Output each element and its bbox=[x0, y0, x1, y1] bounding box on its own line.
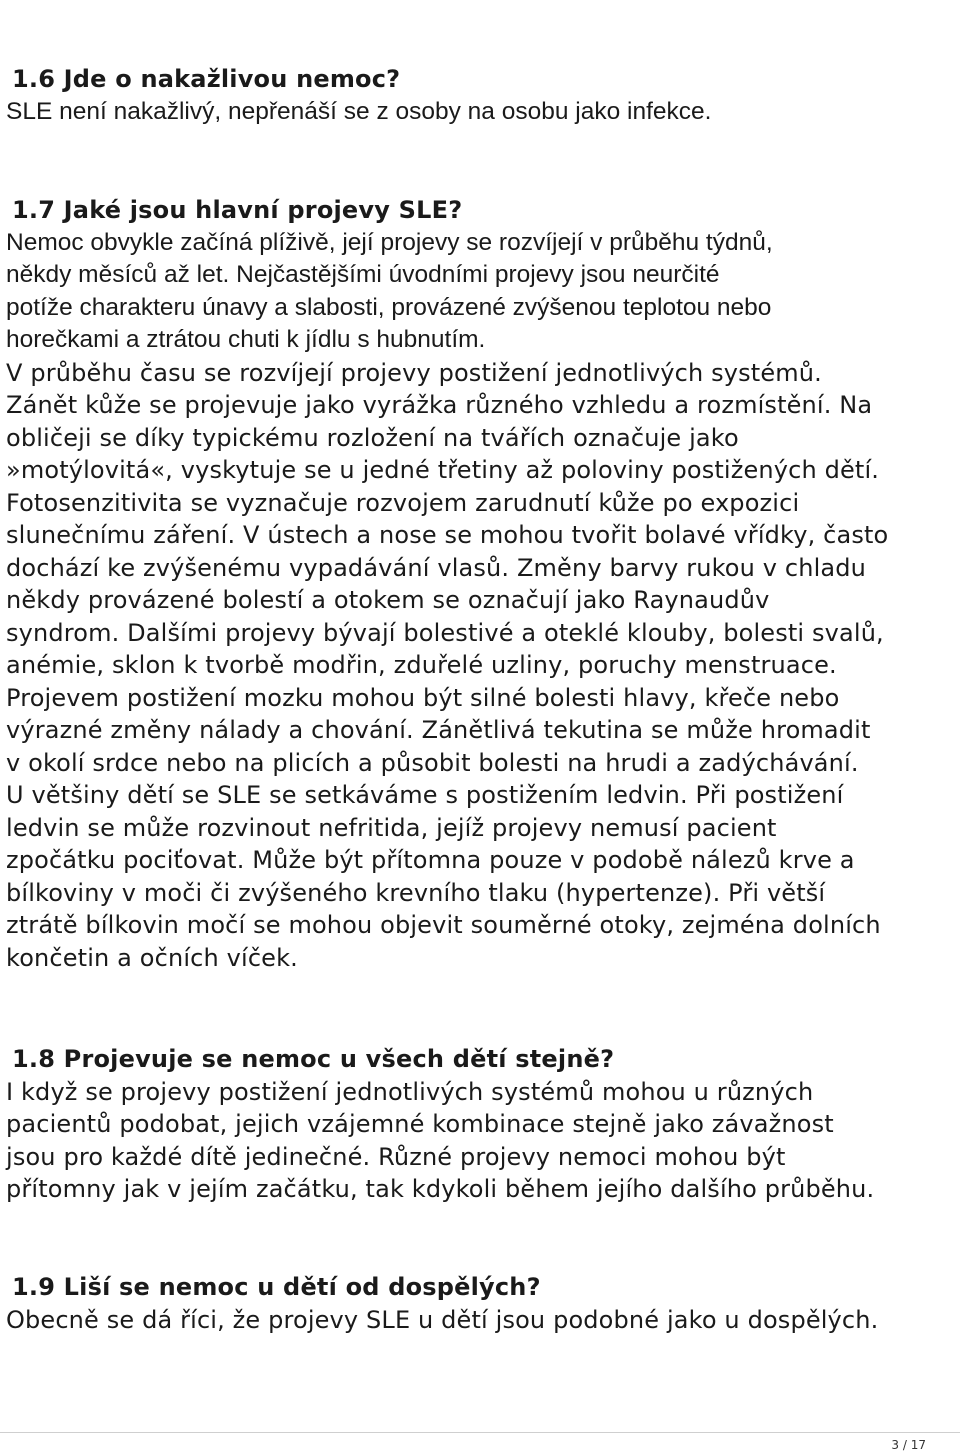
paragraph-line: »motýlovitá«, vyskytuje se u jedné třetiny až poloviny postižených dětí. bbox=[6, 456, 880, 484]
paragraph-line: U většiny dětí se SLE se setkáváme s postižením ledvin. Při postižení bbox=[6, 781, 844, 809]
paragraph-line: Nemoc obvykle začíná plíživě, její projevy se rozvíjejí v průběhu týdnů, bbox=[6, 228, 773, 256]
paragraph-line: Obecně se dá říci, že projevy SLE u dětí jsou podobné jako u dospělých. bbox=[6, 1305, 879, 1334]
paragraph-line: potíže charakteru únavy a slabosti, provázené zvýšenou teplotou nebo bbox=[6, 293, 772, 321]
paragraph-line: syndrom. Dalšími projevy bývají bolestivé a oteklé klouby, bolesti svalů, bbox=[6, 618, 884, 647]
section-1-7 bbox=[6, 194, 956, 974]
paragraph-line: Zánět kůže se projevuje jako vyrážka různého vzhledu a rozmístění. Na bbox=[6, 391, 873, 419]
section-1-9 bbox=[6, 1271, 956, 1336]
paragraph-line: přítomny jak v jejím začátku, tak kdykoli během jejího dalšího průběhu. bbox=[6, 1175, 875, 1203]
paragraph-line: zpočátku pociťovat. Může být přítomna pouze v podobě nálezů krve a bbox=[6, 846, 855, 874]
section-heading: 1.8 Projevuje se nemoc u všech dětí stejně? bbox=[12, 1045, 615, 1073]
paragraph-line: výrazné změny nálady a chování. Zánětlivá tekutina se může hromadit bbox=[6, 716, 871, 744]
section-heading: 1.7 Jaké jsou hlavní projevy SLE? bbox=[12, 196, 463, 224]
paragraph-line: někdy měsíců až let. Nejčastějšími úvodními projevy jsou neurčité bbox=[6, 261, 720, 288]
paragraph-line: jsou pro každé dítě jedinečné. Různé projevy nemoci mohou být bbox=[6, 1142, 786, 1171]
paragraph-line: Projevem postižení mozku mohou být silné bolesti hlavy, křeče nebo bbox=[6, 683, 840, 712]
paragraph-line: slunečnímu záření. V ústech a nose se mohou tvořit bolavé vřídky, často bbox=[6, 521, 889, 549]
paragraph-line: v okolí srdce nebo na plicích a působit bolesti na hrudi a zadýchávání. bbox=[6, 748, 859, 777]
paragraph-line: horečkami a ztrátou chuti k jídlu s hubnutím. bbox=[6, 326, 486, 353]
section-1-8 bbox=[6, 1043, 956, 1206]
section-heading: 1.6 Jde o nakažlivou nemoc? bbox=[12, 65, 401, 93]
section-1-6 bbox=[6, 63, 956, 128]
paragraph-line: končetin a očních víček. bbox=[6, 943, 298, 972]
paragraph-line: ledvin se může rozvinout nefritida, jejíž projevy nemusí pacient bbox=[6, 813, 777, 842]
paragraph-line: ztrátě bílkovin močí se mohou objevit souměrné otoky, zejména dolních bbox=[6, 911, 881, 939]
paragraph-line: bílkoviny v moči či zvýšeného krevního tlaku (hypertenze). Při větší bbox=[6, 878, 826, 907]
paragraph-line: někdy provázené bolestí a otokem se označují jako Raynaudův bbox=[6, 586, 770, 614]
paragraph-line: Fotosenzitivita se vyznačuje rozvojem zarudnutí kůže po expozici bbox=[6, 488, 800, 517]
paragraph-line: dochází ke zvýšenému vypadávání vlasů. Změny barvy rukou v chladu bbox=[6, 553, 867, 582]
paragraph-line: I když se projevy postižení jednotlivých systémů mohou u různých bbox=[6, 1077, 814, 1106]
section-heading: 1.9 Liší se nemoc u dětí od dospělých? bbox=[12, 1273, 541, 1301]
page-number: 3 / 17 bbox=[891, 1438, 926, 1452]
paragraph-line: V průběhu času se rozvíjejí projevy postižení jednotlivých systémů. bbox=[6, 358, 822, 387]
paragraph-line: anémie, sklon k tvorbě modřin, zduřelé uzliny, poruchy menstruace. bbox=[6, 651, 837, 679]
footer-divider bbox=[0, 1432, 960, 1433]
paragraph-line: SLE není nakažlivý, nepřenáší se z osoby na osobu jako infekce. bbox=[6, 97, 712, 125]
paragraph-line: pacientů podobat, jejich vzájemné kombinace stejně jako závažnost bbox=[6, 1110, 834, 1138]
paragraph-line: obličeji se díky typickému rozložení na tvářích označuje jako bbox=[6, 423, 739, 452]
